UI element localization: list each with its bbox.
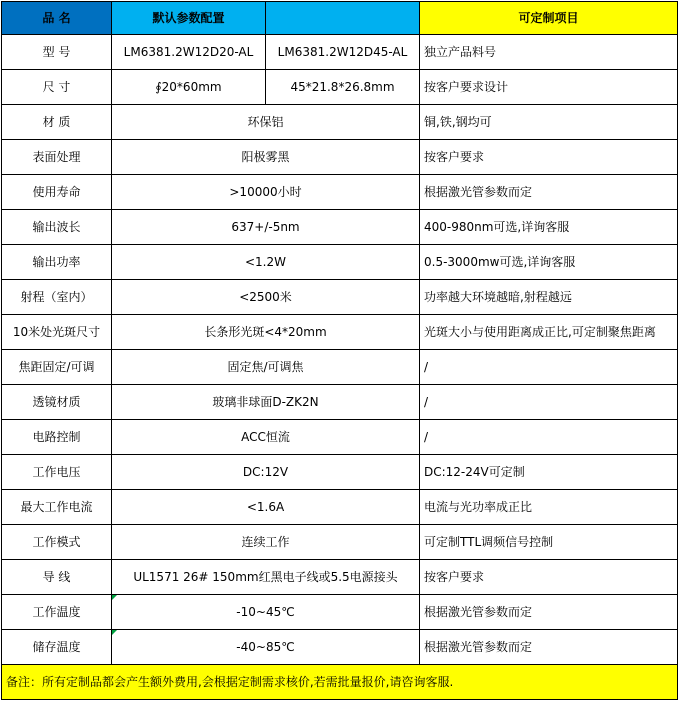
header-blank [266,2,420,35]
row-custom: 根据激光管参数而定 [420,595,678,630]
table-row [2,350,678,385]
row-value: 长条形光斑<4*20mm [112,315,420,350]
row-label: 型 号 [2,35,112,70]
size-b: 45*21.8*26.8mm [266,70,420,105]
row-value [112,595,420,630]
table-row [2,385,678,420]
row-value: 固定焦/可调焦 [112,350,420,385]
model-row [2,35,678,70]
row-value: DC:12V [112,455,420,490]
row-label: 输出功率 [2,245,112,280]
row-custom: 按客户要求设计 [420,70,678,105]
header-customizable: 可定制项目 [420,2,678,35]
header-row [2,2,678,35]
row-value: 玻璃非球面D-ZK2N [112,385,420,420]
row-custom: 光斑大小与使用距离成正比,可定制聚焦距离 [420,315,678,350]
row-custom: 按客户要求 [420,140,678,175]
table-row [2,455,678,490]
table-row [2,630,678,665]
row-custom: / [420,385,678,420]
row-value: 连续工作 [112,525,420,560]
spec-table [1,1,678,700]
row-custom: 400-980nm可选,详询客服 [420,210,678,245]
model-b: LM6381.2W12D45-AL [266,35,420,70]
row-label: 储存温度 [2,630,112,665]
row-value: <1.6A [112,490,420,525]
row-label: 射程（室内） [2,280,112,315]
header-product-name: 品 名 [2,2,112,35]
note-text: 备注：所有定制品都会产生额外费用,会根据定制需求核价,若需批量报价,请咨询客服. [2,665,678,700]
row-value-text: -10~45℃ [236,605,295,619]
row-custom: 根据激光管参数而定 [420,630,678,665]
row-value [112,630,420,665]
row-custom: / [420,350,678,385]
row-custom: 铜,铁,钢均可 [420,105,678,140]
row-label: 表面处理 [2,140,112,175]
row-value: >10000小时 [112,175,420,210]
row-value: <2500米 [112,280,420,315]
row-label: 工作模式 [2,525,112,560]
size-row [2,70,678,105]
row-custom: 按客户要求 [420,560,678,595]
table-row [2,525,678,560]
comment-marker-icon [112,630,117,635]
row-custom: 0.5-3000mw可选,详询客服 [420,245,678,280]
note-row [2,665,678,700]
size-a: ∮20*60mm [112,70,266,105]
table-row [2,280,678,315]
row-value: ACC恒流 [112,420,420,455]
table-row [2,420,678,455]
row-label: 电路控制 [2,420,112,455]
model-a: LM6381.2W12D20-AL [112,35,266,70]
row-custom: 可定制TTL调频信号控制 [420,525,678,560]
header-default-config: 默认参数配置 [112,2,266,35]
row-value: 阳极雾黑 [112,140,420,175]
row-label: 10米处光斑尺寸 [2,315,112,350]
row-label: 工作电压 [2,455,112,490]
row-custom: 根据激光管参数而定 [420,175,678,210]
comment-marker-icon [112,595,117,600]
row-custom: / [420,420,678,455]
table-row [2,140,678,175]
table-row [2,560,678,595]
row-label: 尺 寸 [2,70,112,105]
row-value: UL1571 26# 150mm红黑电子线或5.5电源接头 [112,560,420,595]
row-custom: 独立产品料号 [420,35,678,70]
row-custom: DC:12-24V可定制 [420,455,678,490]
row-value-text: -40~85℃ [236,640,295,654]
row-value: 环保铝 [112,105,420,140]
row-label: 工作温度 [2,595,112,630]
table-row [2,245,678,280]
table-row [2,315,678,350]
table-row [2,490,678,525]
row-custom: 电流与光功率成正比 [420,490,678,525]
table-row [2,175,678,210]
table-row [2,105,678,140]
row-label: 透镜材质 [2,385,112,420]
row-label: 焦距固定/可调 [2,350,112,385]
row-custom: 功率越大环境越暗,射程越远 [420,280,678,315]
row-label: 输出波长 [2,210,112,245]
row-label: 材 质 [2,105,112,140]
row-label: 使用寿命 [2,175,112,210]
table-row [2,595,678,630]
row-value: 637+/-5nm [112,210,420,245]
row-label: 最大工作电流 [2,490,112,525]
row-value: <1.2W [112,245,420,280]
row-label: 导 线 [2,560,112,595]
table-row [2,210,678,245]
